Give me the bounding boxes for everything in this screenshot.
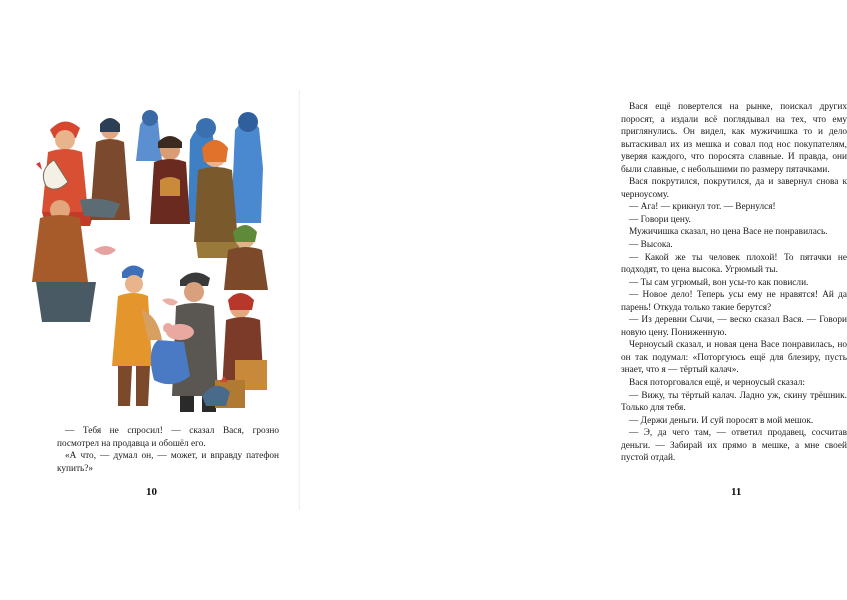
paragraph: — Вижу, ты тёртый калач. Ладно уж, скину трёшник. Только для тебя.: [621, 390, 847, 414]
illustration-caption: [57, 425, 279, 475]
right-page: [300, 0, 847, 600]
paragraph: — Какой же ты человек плохой! То пятачки не подходят, то цена высока. Угрюмый ты.: [621, 252, 847, 276]
paragraph: Вася покрутился, покрутился, да и завернул снова к черноусому.: [621, 177, 847, 200]
left-page: [0, 0, 300, 600]
paragraph: Черноусый сказал, и новая цена Васе понравилась, но он так подумал: «Поторгуюсь ещё для блезиру, пусть знает, что я — тёртый калач».: [621, 340, 847, 376]
paragraph: — Говори цену.: [629, 214, 691, 225]
paragraph: — Э, да чего там, — ответил продавец, сосчитав деньги. — Забирай их прямо в мешке, а мне своей пустой отдай.: [621, 428, 847, 464]
paragraph: — Из деревни Сычи, — веско сказал Вася. — Говори новую цену. Пониженную.: [621, 315, 847, 338]
fish-seller: [32, 199, 120, 322]
paragraph: — Высока.: [629, 240, 673, 251]
paragraph: — Держи деньги. И суй поросят в мой мешок.: [629, 415, 814, 426]
market-crowd-illustration: [30, 100, 280, 420]
vasya-boy: [112, 265, 162, 406]
caption-line: — Тебя не спросил! — сказал Вася, грозно посмотрел на продавца и обошёл его.: [57, 426, 279, 449]
caption-line: «А что, — думал он, — может, и вправду патефон купить?»: [57, 451, 279, 474]
paragraph: — Новое дело! Теперь усы ему не нравятся! Ай да парень! Откуда только такие берутся?: [621, 290, 847, 313]
paragraph: Вася ещё повертелся на рынке, поискал других поросят, а издали всё поглядывал на тех, что ему приглянулись. Он видел, как мужичишка то и дело вытаскивал их из мешка и совал под нос покупателям, уверяя каждого, что поросята славные. И правда, они были славные, с небольшими по размеру пятачками.: [621, 102, 847, 175]
paragraph: — Ты сам угрюмый, вон усы-то как повисли.: [629, 277, 809, 288]
story-text: [621, 101, 847, 465]
page-number: 10: [146, 486, 157, 498]
paragraph: Вася поторговался ещё, и черноусый сказал:: [629, 378, 805, 389]
page-number: 11: [731, 486, 742, 498]
paragraph: Мужичишка сказал, но цена Васе не понравилась.: [629, 227, 828, 238]
paragraph: — Ага! — крикнул тот. — Вернулся!: [629, 202, 776, 213]
